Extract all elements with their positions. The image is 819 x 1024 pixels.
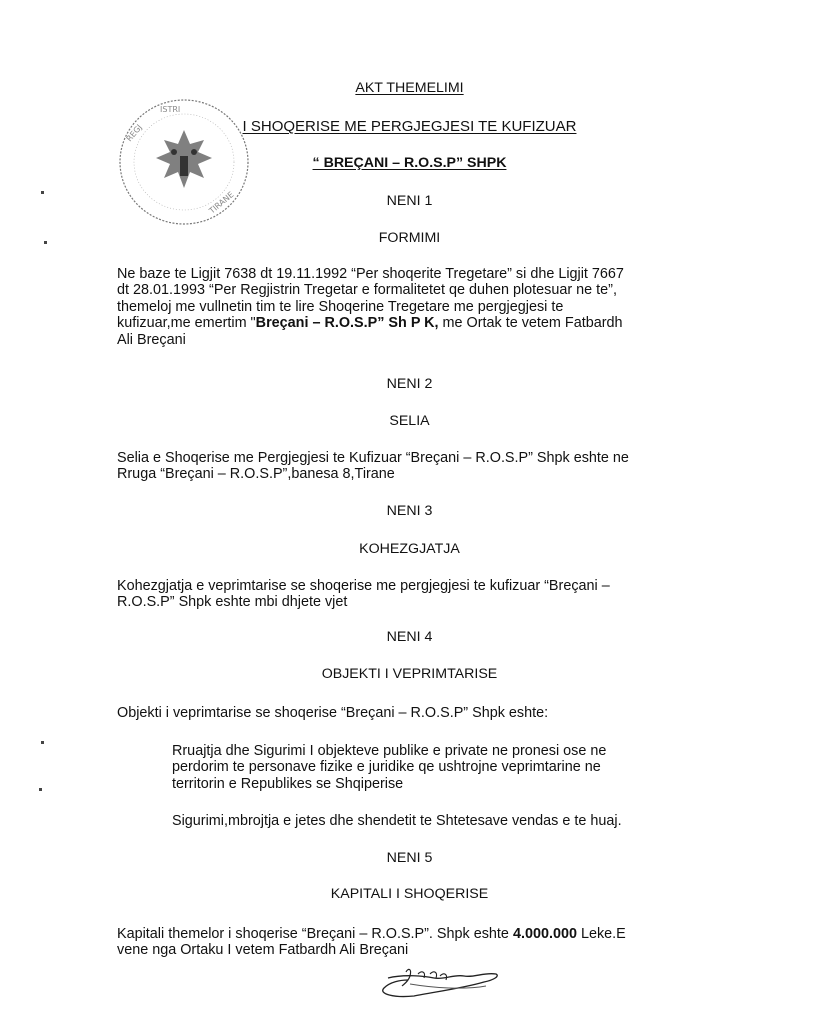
margin-mark xyxy=(39,788,42,791)
paragraph-line xyxy=(117,315,705,331)
company-name-bold: Breçani – R.O.S.P” Sh P K, xyxy=(255,315,439,332)
text-span: Leke.E xyxy=(576,926,626,942)
paragraph-line: dt 28.01.1993 “Per Regjistrin Tregetar e formalitetet qe duhen plotesuar ne te”, xyxy=(117,282,617,299)
paragraph-line: Ne baze te Ligjit 7638 dt 19.11.1992 “Per shoqerite Tregetare” si dhe Ligjit 7667 xyxy=(117,266,624,282)
text-span: me Ortak te vetem Fatbardh xyxy=(438,315,623,332)
margin-mark xyxy=(41,741,44,744)
article-2-paragraph xyxy=(117,450,705,483)
article-1-paragraph xyxy=(117,266,705,348)
article-5-number: NENI 5 xyxy=(386,850,433,866)
paragraph-line xyxy=(117,926,737,942)
document-title: AKT THEMELIMI xyxy=(355,80,464,96)
paragraph-line: Ali Breçani xyxy=(117,331,186,348)
text-span: Kapitali themelor i shoqerise “Breçani – R.O.S.P”. Shpk eshte xyxy=(117,926,513,942)
article-4-number: NENI 4 xyxy=(386,629,433,645)
article-2-number: NENI 2 xyxy=(386,376,433,392)
svg-text:REGJ: REGJ xyxy=(124,122,144,144)
article-4-item-2: Sigurimi,mbrojtja e jetes dhe shendetit te Shtetesave vendas e te huaj. xyxy=(172,813,622,829)
article-4-heading: OBJEKTI I VEPRIMTARISE xyxy=(321,666,498,682)
article-4-item-1 xyxy=(172,743,712,792)
paragraph-line: Rruga “Breçani – R.O.S.P”,banesa 8,Tirane xyxy=(117,466,395,483)
paragraph-line: Rruajtja dhe Sigurimi I objekteve publike e private ne pronesi ose ne xyxy=(172,743,607,759)
article-5-heading: KAPITALI I SHOQERISE xyxy=(330,886,489,902)
article-1-number: NENI 1 xyxy=(386,193,433,209)
company-name: “ BREÇANI – R.O.S.P” SHPK xyxy=(312,155,507,171)
article-3-number: NENI 3 xyxy=(386,503,433,519)
svg-text:ISTRI: ISTRI xyxy=(160,105,181,114)
article-3-paragraph xyxy=(117,578,705,611)
article-2-heading: SELIA xyxy=(389,413,430,429)
paragraph-line: R.O.S.P” Shpk eshte mbi dhjete vjet xyxy=(117,594,348,611)
article-5-paragraph xyxy=(117,926,737,959)
article-1-heading: FORMIMI xyxy=(378,230,441,246)
article-4-intro: Objekti i veprimtarise se shoqerise “Breçani – R.O.S.P” Shpk eshte: xyxy=(117,705,549,721)
capital-amount: 4.000.000 xyxy=(512,926,577,942)
text-span: kufizuar,me emertim " xyxy=(117,315,256,332)
paragraph-line: perdorim te personave fizike e juridike qe ushtrojne veprimtarine ne xyxy=(172,759,601,776)
paragraph-line: vene nga Ortaku I vetem Fatbardh Ali Breçani xyxy=(117,942,409,959)
article-3-heading: KOHEZGJATJA xyxy=(359,541,460,557)
paragraph-line: Selia e Shoqerise me Pergjegjesi te Kufizuar “Breçani – R.O.S.P” Shpk eshte ne xyxy=(117,450,629,466)
svg-text:TIRANE: TIRANE xyxy=(207,189,236,216)
paragraph-line: Kohezgjatja e veprimtarise se shoqerise me pergjegjesi te kufizuar “Breçani – xyxy=(117,578,610,594)
paragraph-line: territorin e Republikes se Shqiperise xyxy=(172,775,404,792)
paragraph-line: themeloj me vullnetin tim te lire Shoqerine Tregetare me pergjegjesi te xyxy=(117,298,564,315)
document-subtitle: I SHOQERISE ME PERGJEGJESI TE KUFIZUAR xyxy=(242,118,577,135)
handwritten-signature-icon xyxy=(374,964,504,1004)
